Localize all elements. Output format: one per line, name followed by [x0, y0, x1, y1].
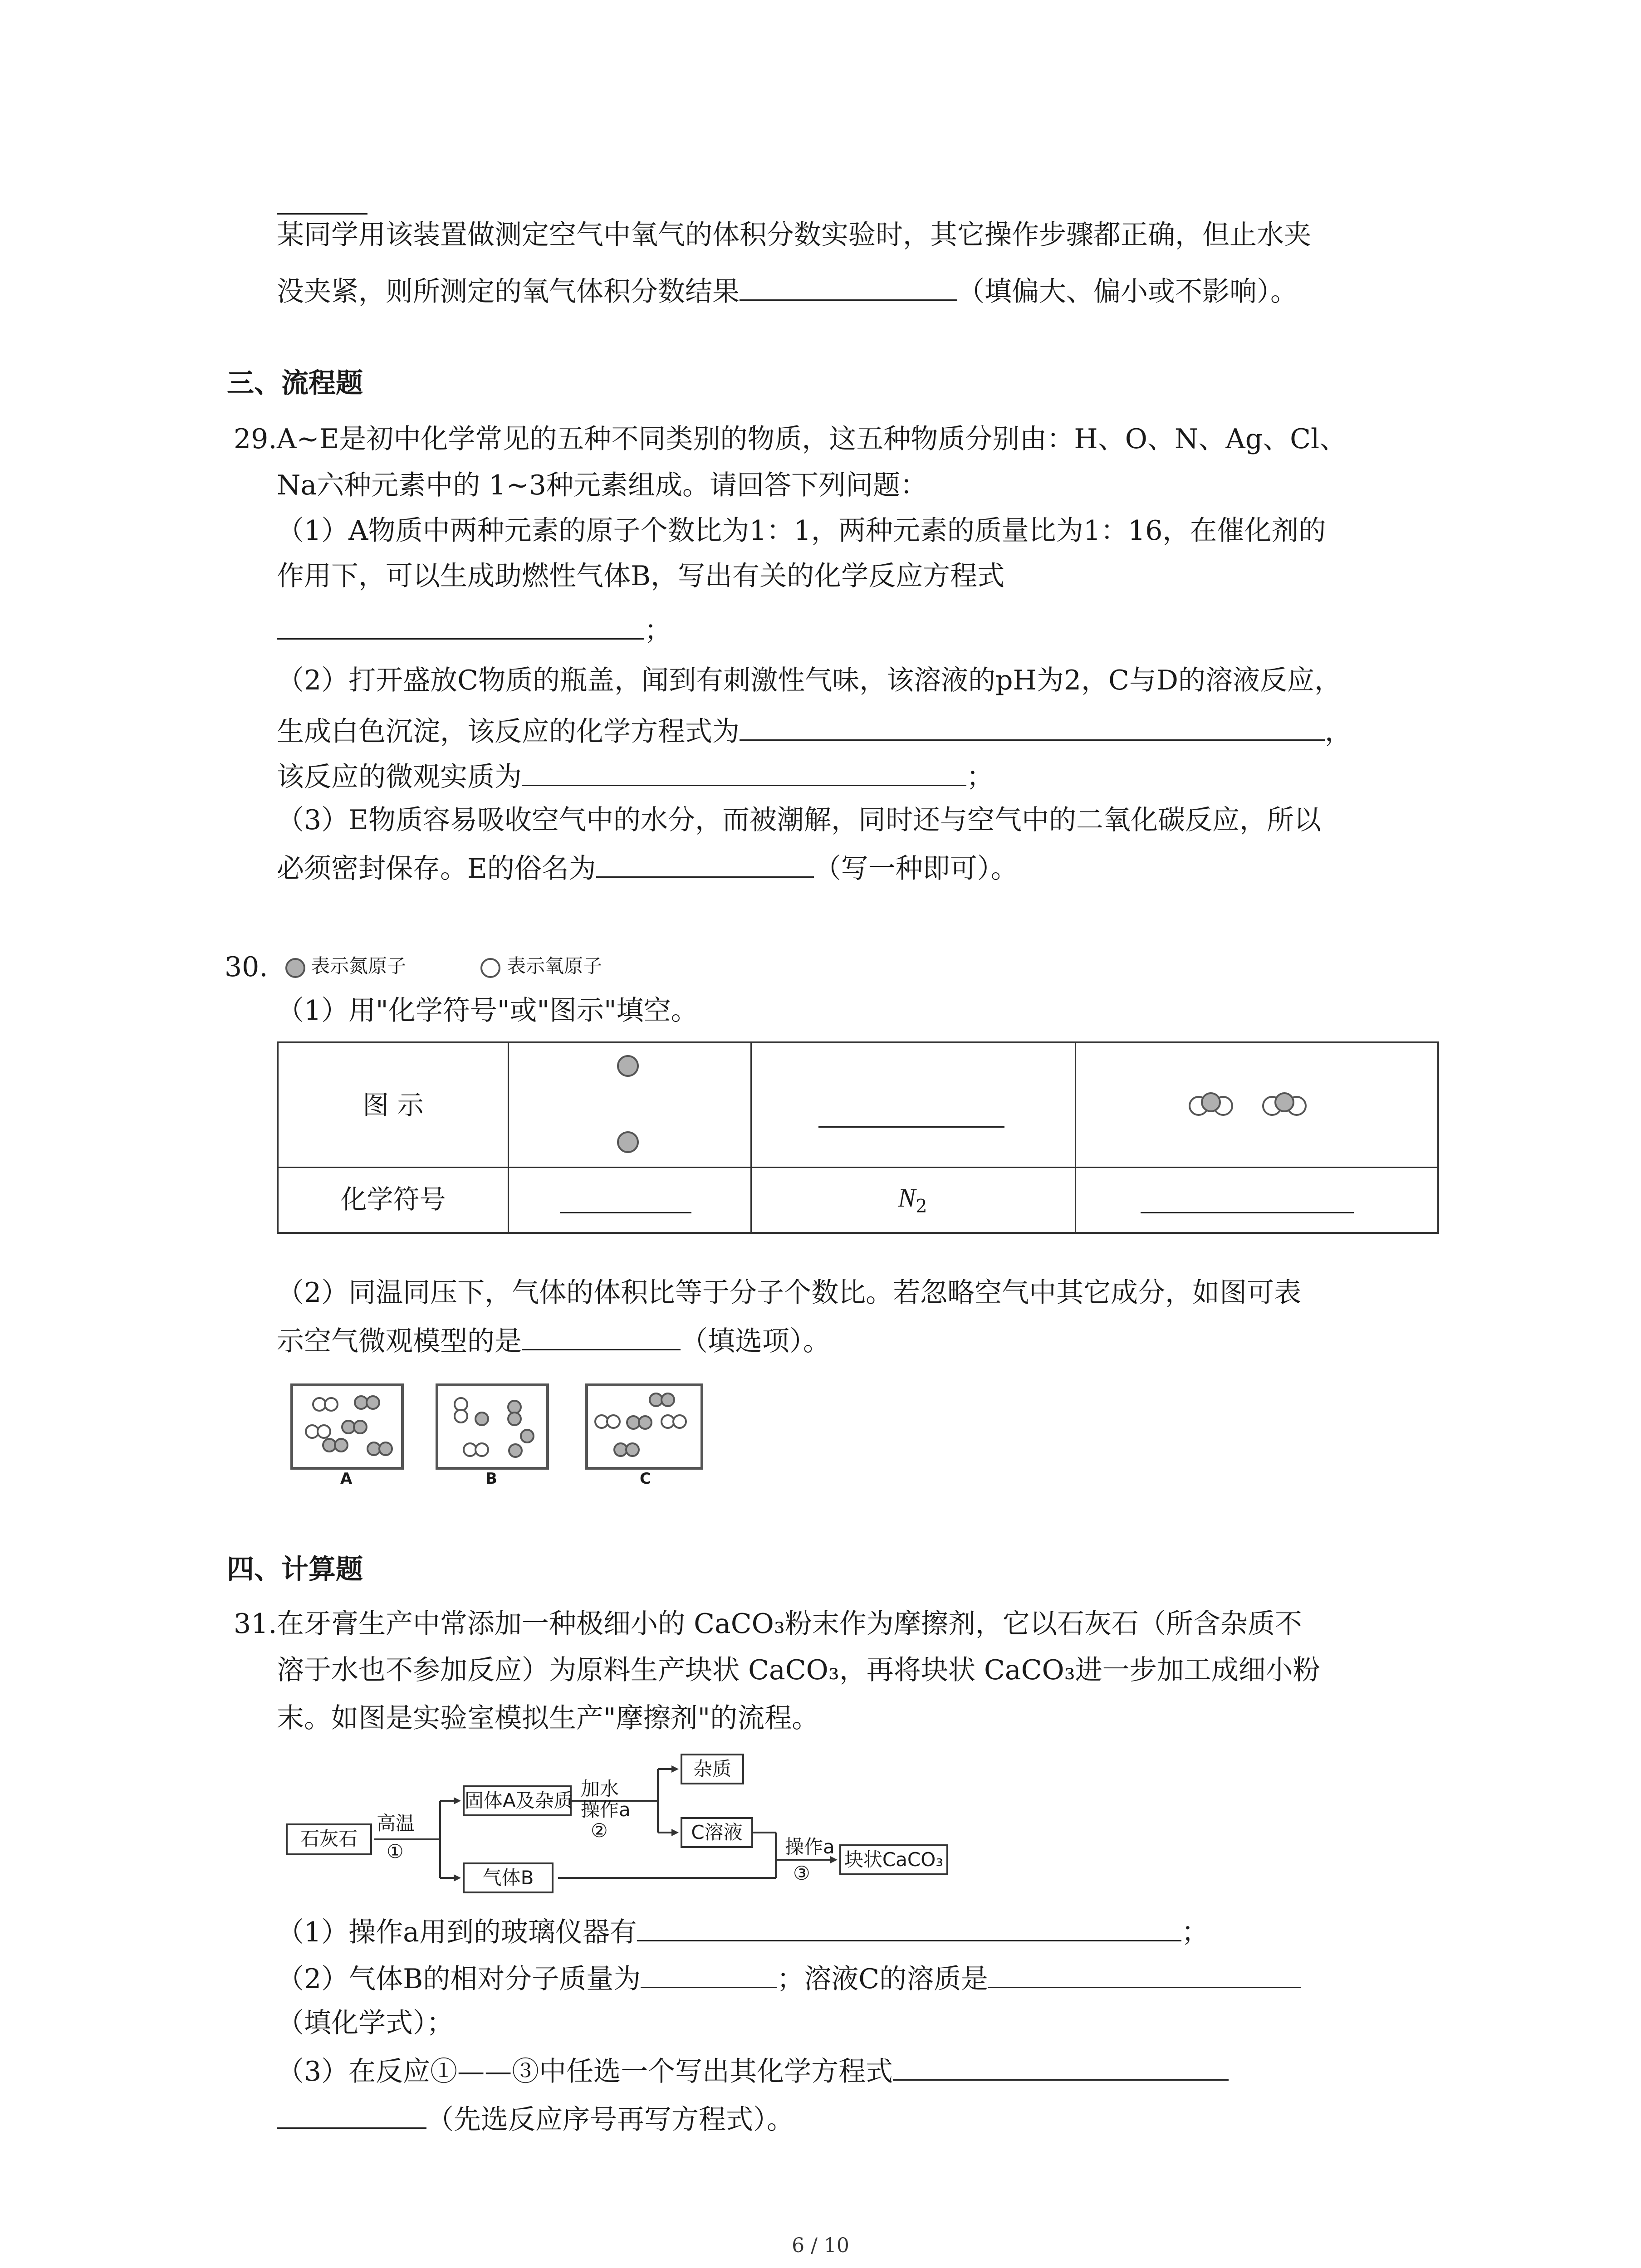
table-divider [279, 1167, 1437, 1168]
row-label-diagram: 图 示 [362, 1090, 424, 1120]
q29-line-1: A~E是初中化学常见的五种不同类别的物质，这五种物质分别由：H、O、N、Ag、Cl、 [277, 423, 1347, 455]
gas-b-box: 气体B [463, 1862, 554, 1893]
legend-o-label: 表示氧原子 [507, 955, 603, 977]
air-model-b-icon [438, 1386, 546, 1467]
option-label: B [485, 1470, 497, 1488]
answer-blank[interactable] [988, 1959, 1301, 1988]
op-a-label: 操作a [581, 1799, 631, 1821]
answer-blank[interactable] [560, 1212, 691, 1213]
product-box: 块状CaCO₃ [839, 1844, 948, 1875]
q31-part1: （1）操作a用到的玻璃仪器有 ； [277, 1912, 1209, 1950]
step-2-label: ② [591, 1819, 608, 1842]
q31-part2-b: （填化学式）； [277, 2007, 454, 2039]
oxygen-atom-icon [479, 956, 502, 980]
intro-line-2: 没夹紧，则所测定的氧气体积分数结果 （填偏大、偏小或不影响）。 [277, 271, 1298, 310]
legend-n-label: 表示氮原子 [311, 955, 407, 977]
answer-blank[interactable] [522, 1321, 681, 1350]
q29-part3-a: （3）E物质容易吸收空气中的水分，而被潮解，同时还与空气中的二氧化碳反应，所以 [277, 804, 1321, 836]
step-3-label: ③ [793, 1862, 810, 1884]
answer-blank[interactable] [277, 213, 367, 215]
option-c-box[interactable] [585, 1383, 703, 1470]
solid-a-box: 固体A及杂质 [463, 1785, 572, 1816]
table-divider [1075, 1043, 1076, 1232]
question-number: 29. [234, 423, 277, 455]
q30-part1: （1）用"化学符号"或"图示"填空。 [277, 995, 698, 1026]
q29-line-2: Na六种元素中的 1~3种元素组成。请回答下列问题： [277, 469, 927, 501]
air-model-c-icon [588, 1386, 700, 1467]
q29-part1-a: （1）A物质中两种元素的原子个数比为1：1，两种元素的质量比为1：16，在催化剂的 [277, 515, 1326, 547]
model-options [277, 1379, 712, 1492]
q30-part2-b: 示空气微观模型的是 （填选项）。 [277, 1321, 830, 1359]
option-b-box[interactable] [436, 1383, 549, 1470]
answer-blank[interactable] [740, 271, 957, 301]
q30-part2-a: （2）同温同压下，气体的体积比等于分子个数比。若忽略空气中其它成分，如图可表 [277, 1277, 1302, 1309]
high-temp-label: 高温 [377, 1812, 415, 1834]
solution-c-box: C溶液 [681, 1817, 753, 1848]
q31-line-3: 末。如图是实验室模拟生产"摩擦剂"的流程。 [277, 1702, 819, 1734]
page-number: 6 / 10 [792, 2234, 849, 2257]
op-a2-label: 操作a [785, 1836, 835, 1858]
q31-line-2: 溶于水也不参加反应）为原料生产块状 CaCO₃，再将块状 CaCO₃进一步加工成细小粉 [277, 1654, 1320, 1686]
question-number: 30. [225, 951, 268, 983]
answer-blank[interactable] [637, 1912, 1181, 1941]
add-water-label: 加水 [581, 1778, 619, 1800]
option-label: A [340, 1470, 353, 1488]
limestone-box: 石灰石 [286, 1823, 372, 1855]
molecule-icon [1186, 1089, 1322, 1120]
answer-blank[interactable] [277, 2099, 426, 2129]
answer-blank[interactable] [641, 1959, 777, 1988]
step-1-label: ① [387, 1840, 404, 1862]
air-model-a-icon [293, 1386, 401, 1467]
q29-part2-a: （2）打开盛放C物质的瓶盖，闻到有刺激性气味，该溶液的pH为2，C与D的溶液反应， [277, 665, 1342, 696]
q29-part2-b: 生成白色沉淀，该反应的化学方程式为 ， [277, 711, 1352, 750]
symbol-table [277, 1041, 1439, 1234]
nitrogen-atom-icon [614, 1129, 642, 1156]
q29-part1-c: ； [277, 610, 671, 649]
section-title: 三、流程题 [227, 367, 363, 399]
q29-part1-b: 作用下，可以生成助燃性气体B，写出有关的化学反应方程式 [277, 560, 1005, 592]
q31-part3-a: （3）在反应①——③中任选一个写出其化学方程式 [277, 2051, 1229, 2090]
answer-blank[interactable] [818, 1126, 1004, 1128]
nitrogen-atom-icon [614, 1052, 642, 1080]
q31-line-1: 在牙膏生产中常添加一种极细小的 CaCO₃粉末作为摩擦剂，它以石灰石（所含杂质不 [277, 1608, 1302, 1640]
answer-blank[interactable] [596, 848, 814, 878]
q29-part3-b: 必须密封保存。E的俗名为 （写一种即可）。 [277, 848, 1018, 887]
impurity-box: 杂质 [681, 1754, 744, 1784]
q31-part2-a: （2）气体B的相对分子质量为 ；溶液C的溶质是 [277, 1959, 1301, 1997]
nitrogen-atom-icon [284, 956, 307, 980]
answer-blank[interactable] [522, 757, 966, 786]
legend [284, 953, 647, 980]
q29-part2-c: 该反应的微观实质为 ； [277, 757, 994, 795]
answer-blank[interactable] [1141, 1212, 1354, 1213]
option-a-box[interactable] [290, 1383, 404, 1470]
process-flow-diagram [286, 1751, 994, 1901]
table-divider [508, 1043, 509, 1232]
n2-symbol: $N_2$ [898, 1183, 927, 1217]
option-label: C [640, 1470, 651, 1488]
section-title: 四、计算题 [227, 1554, 363, 1585]
answer-blank[interactable] [277, 610, 644, 640]
answer-blank[interactable] [740, 711, 1325, 741]
q31-part3-b: （先选反应序号再写方程式）。 [277, 2099, 794, 2138]
row-label-symbol: 化学符号 [340, 1184, 446, 1215]
intro-line-1: 某同学用该装置做测定空气中氧气的体积分数实验时，其它操作步骤都正确，但止水夹 [277, 219, 1311, 251]
question-number: 31. [234, 1608, 277, 1640]
answer-blank[interactable] [893, 2051, 1229, 2081]
